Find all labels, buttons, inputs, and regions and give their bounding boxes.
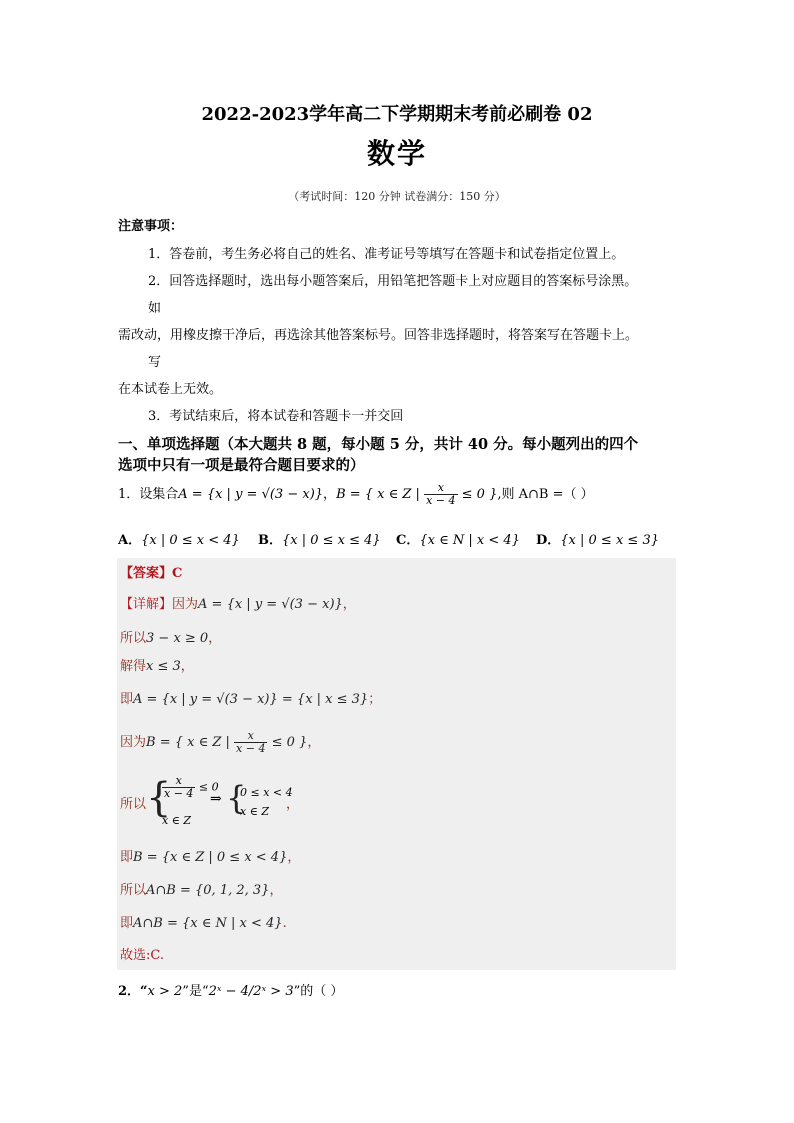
solution-line-4-math: A = {x | y = √(3 − x)} = {x | x ≤ 3} [133, 692, 369, 707]
solution-line-7-text: 即 [120, 850, 134, 865]
solution-line-9-end: . [282, 916, 287, 931]
q1-option-c-label: C． [396, 533, 420, 548]
solution-line-7-end: ， [287, 850, 301, 865]
solution-line-5-end: ， [307, 735, 321, 751]
note-item-2c: 需改动，用橡皮擦干净后，再选涂其他答案标号。回答非选择题时，将答案写在答题卡上。 [118, 328, 639, 343]
solution-line-5-den: x − 4 [236, 742, 266, 756]
solution-conclusion: 故选:C. [120, 948, 164, 963]
solution-line-3-text: 解得 [120, 659, 147, 674]
q1-sep: ， [323, 487, 337, 503]
solution-line-6-fraction [162, 775, 195, 800]
q1-suffix: ,则 A∩B =（ ） [497, 487, 594, 503]
q1-prefix: 1．设集合 [118, 487, 179, 503]
q1-set-b-right: ≤ 0 } [461, 487, 498, 503]
q1-frac-num: x [424, 482, 457, 495]
q1-fraction [424, 482, 457, 507]
implies-arrow-icon: ⇒ [210, 791, 222, 807]
solution-line-6-r1: 0 ≤ x < 4 [240, 786, 293, 799]
solution-line-6-cond: x ∈ Z [162, 814, 191, 827]
solution-line-6-text: 所以 [120, 797, 147, 812]
solution-line-9-math: A∩B = {x ∈ N | x < 4} [133, 916, 283, 931]
q1-option-b-value: {x | 0 ≤ x ≤ 4} [282, 533, 381, 548]
note-item-2b: 如 [148, 301, 162, 316]
q2-cond: x > 2 [147, 984, 183, 999]
q1-option-a [118, 529, 240, 548]
solution-line-8-math: A∩B = {0, 1, 2, 3} [146, 883, 270, 898]
note-item-1: 1．答卷前，考生务必将自己的姓名、准考证号等填写在答题卡和试卷指定位置上。 [148, 247, 625, 262]
notes-heading: 注意事项： [118, 219, 184, 234]
solution-line-6-end: ， [286, 797, 300, 812]
exam-title: 2022-2023学年高二下学期期末考前必刷卷 02 [201, 104, 593, 125]
question-2 [118, 980, 343, 999]
q1-set-b-left: B = { x ∈ Z | [336, 487, 420, 503]
solution-line-8-end: ， [269, 883, 283, 898]
solution-line-9 [120, 912, 287, 931]
right-system-brace-icon: { [226, 779, 247, 817]
q1-set-a: A = {x | y = √(3 − x)} [178, 487, 324, 503]
solution-box [117, 558, 676, 970]
note-item-2d: 写 [148, 355, 162, 370]
q1-option-c-value: {x ∈ N | x < 4} [419, 533, 520, 548]
exam-info: （考试时间：120 分钟 试卷满分：150 分） [288, 190, 506, 203]
solution-line-6-ineq: ≤ 0 [198, 780, 219, 794]
q1-option-b-label: B． [258, 533, 282, 548]
q2-suffix: ”的（ ） [293, 984, 344, 999]
q1-frac-den: x − 4 [426, 494, 456, 508]
solution-line-8 [120, 879, 282, 898]
solution-line-6-den: x − 4 [164, 787, 194, 801]
q2-mid: ”是“ [182, 984, 209, 999]
question-1 [118, 482, 594, 507]
solution-line-9-text: 即 [120, 916, 134, 931]
solution-line-5 [120, 730, 320, 755]
solution-line-1-math: A = {x | y = √(3 − x)} [198, 597, 343, 612]
note-item-2e: 在本试卷上无效。 [118, 382, 223, 397]
solution-line-5-left: B = { x ∈ Z | [146, 735, 230, 751]
subject-title: 数学 [366, 137, 427, 170]
q2-expr: 2ˣ − 4/2ˣ > 3 [208, 984, 294, 999]
solution-line-4-text: 即 [120, 692, 134, 707]
solution-detail-label: 【详解】 [120, 597, 173, 612]
solution-line-2-text: 所以 [120, 631, 147, 646]
section-heading-line2: 选项中只有一项是最符合题目要求的） [118, 457, 365, 474]
solution-line-1-end: ， [342, 597, 356, 612]
solution-line-8-text: 所以 [120, 883, 147, 898]
q1-option-d-value: {x | 0 ≤ x ≤ 3} [560, 533, 659, 548]
q1-option-a-value: {x | 0 ≤ x < 4} [141, 533, 240, 548]
solution-line-2 [120, 627, 221, 646]
q1-option-d [536, 529, 659, 548]
solution-line-3-end: ， [180, 659, 194, 674]
solution-line-3-math: x ≤ 3 [146, 659, 181, 674]
solution-line-2-end: ， [208, 631, 222, 646]
q1-option-b [258, 529, 381, 548]
solution-line-5-num: x [234, 730, 267, 743]
q1-option-c [396, 529, 520, 548]
solution-line-5-fraction [234, 730, 267, 755]
solution-line-3 [120, 655, 194, 674]
solution-line-1 [120, 593, 356, 612]
solution-answer: 【答案】C [120, 566, 183, 581]
solution-line-7 [120, 846, 300, 865]
solution-line-6-r2: x ∈ Z [240, 805, 269, 818]
solution-line-6-num: x [162, 775, 195, 788]
q1-option-d-label: D． [536, 533, 561, 548]
section-heading-line1: 一、单项选择题（本大题共 8 题，每小题 5 分，共计 40 分。每小题列出的四个 [118, 436, 639, 453]
q2-prefix: 2．“ [118, 984, 148, 999]
q1-option-a-label: A． [118, 533, 142, 548]
note-item-3: 3．考试结束后，将本试卷和答题卡一并交回 [148, 409, 404, 424]
left-brace-icon: { [146, 775, 172, 821]
solution-line-2-math: 3 − x ≥ 0 [146, 631, 209, 646]
note-item-2a: 2．回答选择题时，选出每小题答案后，用铅笔把答题卡上对应题目的答案标号涂黑。 [148, 274, 638, 289]
solution-line-4 [120, 688, 381, 707]
solution-line-4-end: ； [368, 692, 382, 707]
solution-line-5-right: ≤ 0 } [271, 735, 308, 751]
solution-line-7-math: B = {x ∈ Z | 0 ≤ x < 4} [133, 850, 288, 865]
solution-line-1-text: 因为 [172, 597, 199, 612]
solution-line-5-text: 因为 [120, 735, 147, 751]
